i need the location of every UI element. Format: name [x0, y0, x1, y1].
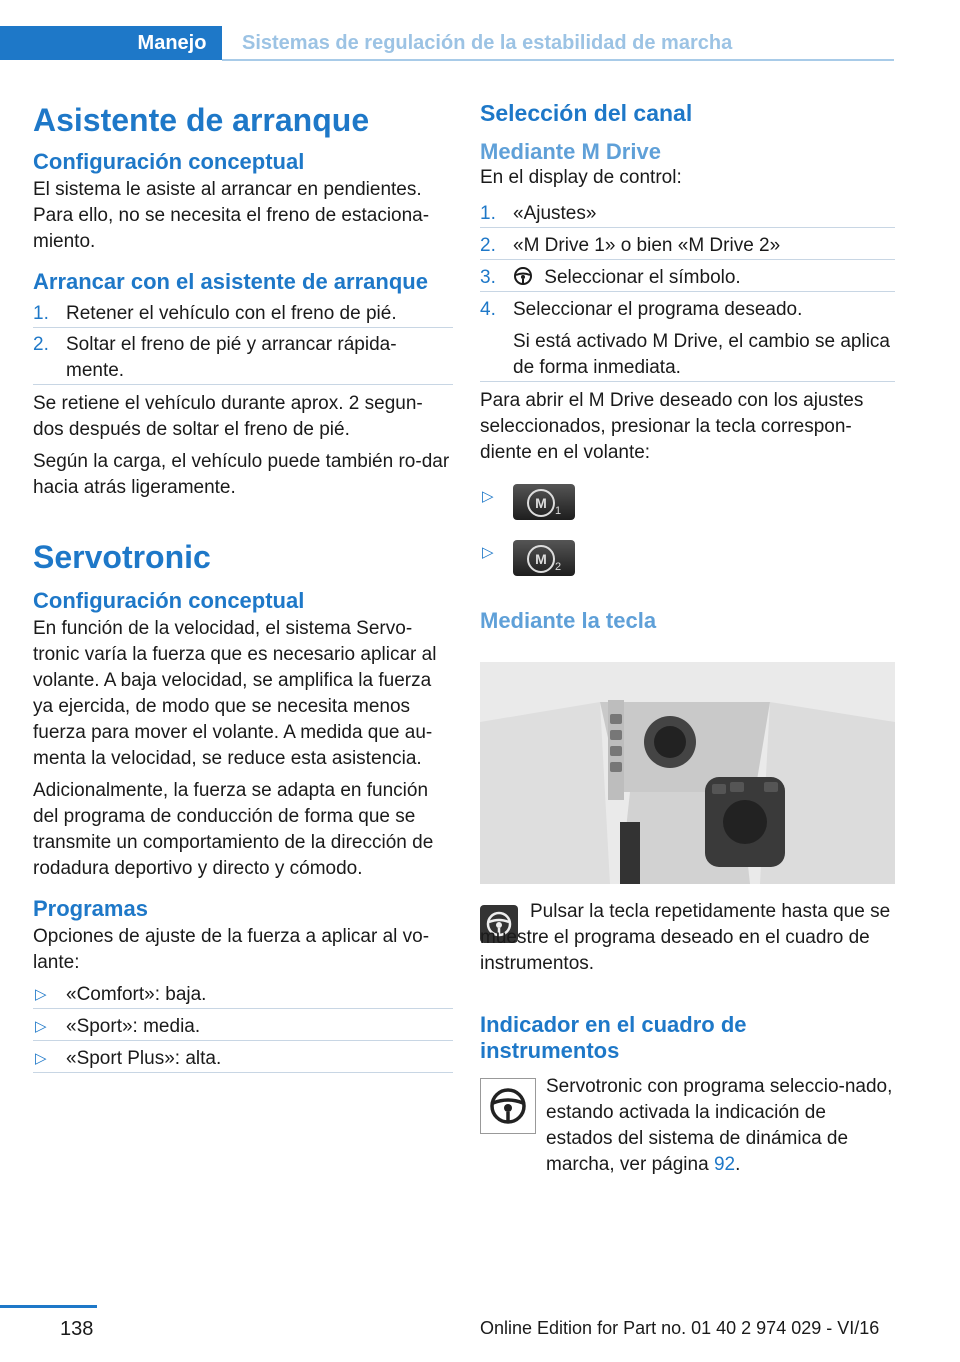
- list-item: 3. Seleccionar el símbolo.: [480, 265, 895, 292]
- header-tab[interactable]: Manejo: [122, 26, 222, 60]
- heading-seleccion: Selección del canal: [480, 100, 693, 126]
- paragraph-pulsar: Pulsar la tecla repetidamente hasta que se muestre el programa deseado en el cuadro de instrumentos.: [480, 901, 891, 974]
- heading-mdrive: Mediante M Drive: [480, 139, 661, 164]
- page-reference-link[interactable]: 92: [713, 1154, 736, 1175]
- heading-asistente: Asistente de arranque: [33, 102, 370, 138]
- heading-indicador: Indicador en el cuadro de instrumentos: [480, 1012, 747, 1063]
- list-item: ▷ M 2: [480, 540, 895, 580]
- paragraph-programas: Opciones de ajuste de la fuerza a aplicar al vo‐lante:: [33, 926, 430, 973]
- paragraph-retiene: Se retiene el vehículo durante aprox. 2 segun‐dos después de soltar el freno de pié.: [33, 393, 423, 440]
- heading-config-1: Configuración conceptual: [33, 149, 305, 174]
- paragraph-config-1: El sistema le asiste al arrancar en pendientes. Para ello, no se necesita el freno de estaciona‐miento.: [33, 179, 430, 252]
- paragraph-indicador: Servotronic con programa seleccio‐nado, estando activada la indicación de estados del sistema de dinámica de marcha, ver página 92.: [546, 1076, 893, 1175]
- list-item: ▷ «Comfort»: baja.: [33, 982, 453, 1009]
- list-item: 4. Seleccionar el programa deseado.: [480, 299, 803, 320]
- paragraph-display: En el display de control:: [480, 167, 682, 188]
- page-number: 138: [60, 1318, 94, 1340]
- heading-programas: Programas: [33, 896, 148, 921]
- paragraph-abrir: Para abrir el M Drive deseado con los ajustes seleccionados, presionar la tecla correspon‐diente en el volante:: [480, 390, 864, 463]
- m1-button-image: M 1: [513, 484, 575, 520]
- header-section-title[interactable]: Sistemas de regulación de la estabilidad de marcha: [242, 32, 733, 54]
- footer-line: [0, 1305, 97, 1308]
- paragraph-config-2b: Adicionalmente, la fuerza se adapta en función del programa de conducción de forma que se transmite un comportamiento de la dirección de rodadura deportivo y directo y cómodo.: [33, 780, 434, 879]
- step-4-note: Si está activado M Drive, el cambio se aplica de forma inmediata.: [480, 329, 895, 382]
- heading-arrancar: Arrancar con el asistente de arranque: [33, 269, 428, 294]
- right-column: [480, 100, 895, 634]
- header-divider: [222, 59, 894, 61]
- list-item: 2. Soltar el freno de pié y arrancar rápida‐mente.: [33, 332, 453, 385]
- edition-text: Online Edition for Part no. 01 40 2 974 029 - VI/16: [480, 1318, 880, 1338]
- list-item: 1. Retener el vehículo con el freno de pié.: [33, 301, 453, 328]
- list-item: 2. «M Drive 1» o bien «M Drive 2»: [480, 233, 895, 260]
- paragraph-carga: Según la carga, el vehículo puede también ro‐dar hacia atrás ligeramente.: [33, 451, 450, 498]
- heading-config-2: Configuración conceptual: [33, 588, 305, 613]
- steering-wheel-icon: [513, 266, 533, 286]
- m2-button-image: M 2: [513, 540, 575, 576]
- list-item: 1. «Ajustes»: [480, 201, 895, 228]
- paragraph-config-2a: En función de la velocidad, el sistema Servo‐tronic varía la fuerza que es necesario aplicar al volante. A baja velocidad, se amplifica la fuerza ya ejercida, de modo que se necesita menos fuerza para mover el volante. A medida que au‐menta la velocidad, se reduce esta asistencia.: [33, 618, 437, 769]
- list-item: ▷ M 1: [480, 484, 895, 524]
- heading-servotronic: Servotronic: [33, 539, 211, 575]
- list-item: ▷ «Sport»: media.: [33, 1014, 453, 1041]
- center-console-photo: [480, 662, 895, 884]
- list-item: ▷ «Sport Plus»: alta.: [33, 1046, 453, 1073]
- heading-tecla: Mediante la tecla: [480, 608, 657, 633]
- left-column: [33, 100, 453, 1073]
